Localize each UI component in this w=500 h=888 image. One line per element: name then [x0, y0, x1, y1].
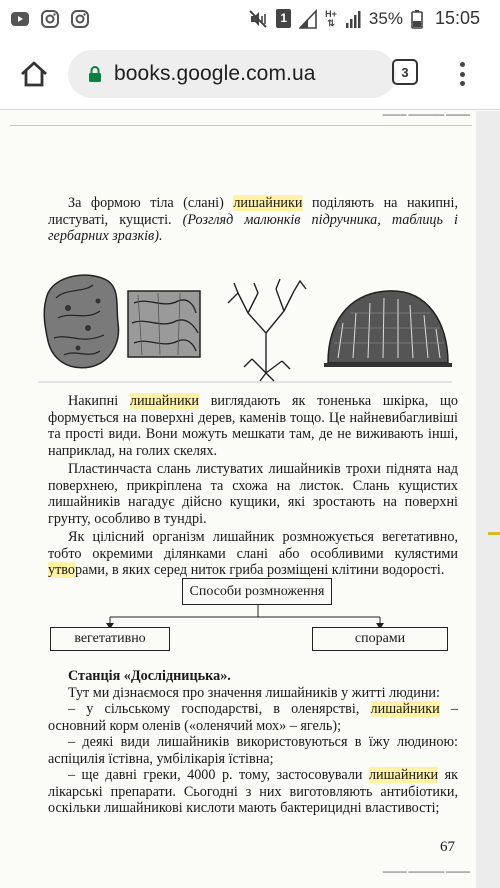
browser-toolbar — [0, 38, 500, 110]
system-status — [248, 8, 480, 29]
search-highlight: лишайники — [368, 767, 439, 783]
book-viewer[interactable] — [0, 111, 500, 888]
station-section — [48, 668, 458, 817]
youtube-icon — [10, 9, 30, 29]
mute-icon — [248, 9, 268, 29]
battery-percent: 35% — [368, 8, 403, 28]
tab-switcher-button[interactable] — [392, 59, 418, 85]
fruticose-lichen-image — [228, 279, 306, 381]
notification-icons — [10, 9, 90, 29]
bullet-agriculture: – у сільському господарстві, в оленярстві, лишайники – основний корм оленів («оленячий мох» – ягель); — [48, 701, 458, 734]
scroll-position-marker[interactable] — [488, 532, 500, 535]
crustose-lichen-image — [44, 275, 118, 368]
data-arrows-icon: ⇅ — [327, 17, 335, 28]
search-highlight: лишайники — [233, 195, 303, 211]
search-highlight: утво — [48, 562, 75, 578]
sim-badge: 1 — [276, 9, 291, 28]
station-intro: Тут ми дізнаємося про значення лишайників у житті людини: — [68, 684, 440, 701]
home-icon — [19, 60, 49, 88]
instagram-icon — [40, 9, 60, 29]
url-text: books.google.com.ua — [114, 62, 316, 85]
overflow-menu-button[interactable] — [450, 58, 474, 90]
clock: 15:05 — [434, 8, 480, 28]
diagram-vegetative: вегетативно — [50, 627, 170, 651]
diagram-spores: спорами — [312, 627, 448, 651]
page-gutter — [476, 111, 500, 888]
menu-dot — [460, 72, 465, 77]
reindeer-moss-image — [324, 291, 452, 367]
foliose-lichen-image — [128, 291, 200, 357]
diagram-root: Способи розмноження — [182, 578, 332, 605]
watermark-bottom: ▬▬▬▬ ▬▬▬▬▬▬ ▬▬▬▬ — [382, 869, 470, 875]
battery-icon — [411, 9, 423, 29]
menu-dot — [460, 62, 465, 67]
signal-icon — [345, 9, 361, 29]
search-highlight: лишайники — [370, 701, 440, 717]
bullet-food: – деякі види лишайників використовуються в їжу людиною: аспіцилія їстівна, умбілікарія їстівна; — [48, 734, 458, 767]
paragraph-reproduction: Як цілісний організм лишайник розмножується вегетативно, тобто окремими ділянками слані або особливими кулястими утворами, в яких серед ниток гриба розміщені клітини водорості. — [48, 529, 458, 578]
home-button[interactable] — [14, 54, 54, 94]
network-type: H+ ⇅ — [325, 8, 337, 28]
paragraph-forms: За формою тіла (слані) лишайники поділяють на накипні, листуваті, кущисті. (Розгляд малюнків підручника, таблиць і гербарних зразків). — [48, 195, 459, 244]
watermark-top: ▬▬▬▬ ▬▬▬▬▬▬ ▬▬▬▬ — [382, 112, 470, 118]
book-page — [0, 111, 476, 888]
station-title: Станція «Дослідницька». — [68, 668, 231, 684]
signal-icon — [299, 9, 317, 29]
menu-dot — [460, 81, 465, 86]
page-top-rule — [10, 125, 472, 126]
instagram-icon — [70, 9, 90, 29]
paragraph-foliose-fruticose: Пластинчаста слань листуватих лишайників трохи піднята над поверхнею, прикріплена та схожа на листок. Слань кущистих лишайників нагадує дійсно кущики, які зростають на поверхні грунту, особливо в тундрі. — [48, 461, 458, 527]
page-number: 67 — [440, 839, 455, 855]
bullet-medicine: – ще давні греки, 4000 р. тому, застосовували лишайники як лікарські препарати. Сьогодні з них виготовляють антибіотики, оскільки лишайникові кислоти мають бактерицидні властивості; — [48, 767, 458, 816]
status-bar — [0, 0, 500, 38]
address-bar[interactable] — [68, 50, 396, 98]
search-highlight: лишайники — [129, 393, 200, 409]
tab-count: 3 — [401, 64, 409, 80]
paragraph-crustose: Накипні лишайники виглядають як тоненька шкірка, що формується на поверхні дерев, каменів тощо. Це найневибагливіші та прості види. Вони можуть мешкати там, де не виживають інші, наприклад, на голих скелях. — [48, 393, 458, 459]
lichen-illustration — [38, 263, 452, 383]
lock-icon — [88, 65, 102, 83]
